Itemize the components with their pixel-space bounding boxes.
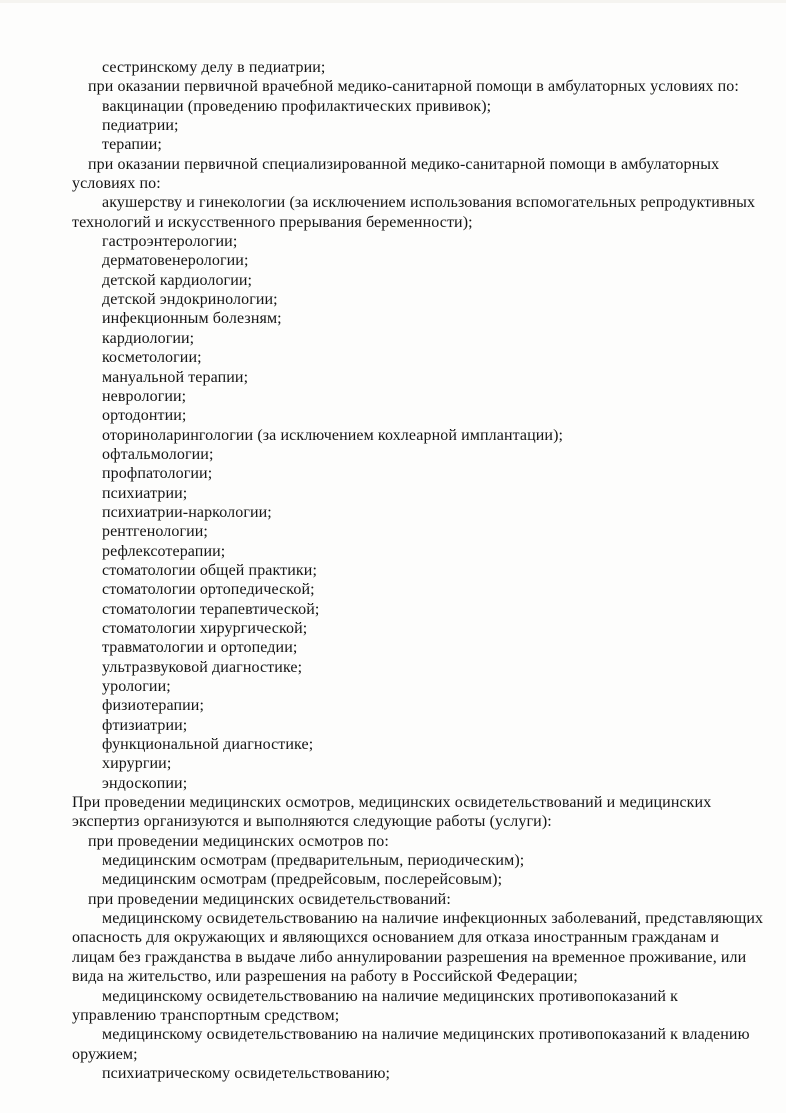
document-line: детской эндокринологии; bbox=[102, 291, 278, 309]
document-line: хирургии; bbox=[102, 755, 172, 773]
document-line: медицинскому освидетельствованию на наличие медицинских противопоказаний к владению bbox=[102, 1026, 750, 1044]
document-line: вида на жительство, или разрешения на работу в Российской Федерации; bbox=[72, 968, 578, 986]
document-line: травматологии и ортопедии; bbox=[102, 639, 298, 657]
document-body bbox=[72, 58, 778, 1083]
document-line: опасность для окружающих и являющихся основанием для отказа иностранным гражданам и bbox=[72, 929, 720, 947]
document-line: психиатрии-наркологии; bbox=[102, 503, 272, 521]
document-line: ортодонтии; bbox=[102, 407, 187, 425]
document-line: дерматовенерологии; bbox=[102, 252, 249, 270]
document-line: кардиологии; bbox=[102, 329, 195, 347]
document-line: стоматологии общей практики; bbox=[102, 561, 318, 579]
document-line: эндоскопии; bbox=[102, 774, 188, 792]
document-line: функциональной диагностике; bbox=[102, 736, 314, 754]
document-line: рентгенологии; bbox=[102, 523, 208, 541]
document-line: оториноларингологии (за исключением кохлеарной имплантации); bbox=[102, 426, 564, 444]
document-line: рефлексотерапии; bbox=[102, 542, 226, 560]
document-line: медицинским осмотрам (предварительным, периодическим); bbox=[102, 852, 525, 870]
document-line: инфекционным болезням; bbox=[102, 310, 282, 328]
document-line: при проведении медицинских освидетельствований: bbox=[88, 890, 451, 908]
document-line: акушерству и гинекологии (за исключением использования вспомогательных репродуктивных bbox=[102, 194, 756, 212]
document-line: гастроэнтерологии; bbox=[102, 233, 238, 251]
document-line: оружием; bbox=[72, 1045, 138, 1063]
document-line: лицам без гражданства в выдаче либо аннулировании разрешения на временное проживание, или bbox=[72, 948, 747, 966]
document-line: ультразвуковой диагностике; bbox=[102, 658, 303, 676]
document-line: психиатрическому освидетельствованию; bbox=[102, 1064, 391, 1082]
document-line: условиях по: bbox=[72, 175, 161, 193]
document-line: вакцинации (проведению профилактических прививок); bbox=[102, 97, 492, 115]
document-line: при оказании первичной специализированной медико-санитарной помощи в амбулаторных bbox=[88, 155, 720, 173]
document-line: психиатрии; bbox=[102, 484, 188, 502]
document-line: детской кардиологии; bbox=[102, 271, 253, 289]
page-edge-artifact bbox=[0, 0, 786, 3]
document-line: физиотерапии; bbox=[102, 697, 205, 715]
document-line: медицинским осмотрам (предрейсовым, послерейсовым); bbox=[102, 871, 503, 889]
document-line: стоматологии ортопедической; bbox=[102, 581, 315, 599]
document-line: при проведении медицинских осмотров по: bbox=[88, 832, 389, 850]
document-line: педиатрии; bbox=[102, 117, 179, 135]
document-line: мануальной терапии; bbox=[102, 368, 249, 386]
document-line: медицинскому освидетельствованию на наличие инфекционных заболеваний, представляющих bbox=[102, 910, 764, 928]
document-line: урологии; bbox=[102, 678, 171, 695]
document-line: медицинскому освидетельствованию на наличие медицинских противопоказаний к bbox=[102, 987, 678, 1005]
document-line: профпатологии; bbox=[102, 465, 213, 483]
document-line: при оказании первичной врачебной медико-санитарной помощи в амбулаторных условиях по: bbox=[88, 78, 739, 96]
document-line: управлению транспортным средством; bbox=[72, 1006, 340, 1024]
document-line: стоматологии терапевтической; bbox=[102, 600, 320, 618]
document-line: офтальмологии; bbox=[102, 445, 214, 463]
document-line: неврологии; bbox=[102, 387, 187, 405]
document-line: косметологии; bbox=[102, 349, 202, 367]
document-line: сестринскому делу в педиатрии; bbox=[102, 59, 326, 76]
document-line: экспертиз организуются и выполняются следующие работы (услуги): bbox=[72, 813, 552, 831]
document-line: стоматологии хирургической; bbox=[102, 619, 308, 637]
document-line: терапии; bbox=[102, 136, 162, 154]
document-line: фтизиатрии; bbox=[102, 716, 188, 734]
document-line: При проведении медицинских осмотров, медицинских освидетельствований и медицинских bbox=[72, 794, 712, 812]
document-line: технологий и искусственного прерывания беременности); bbox=[72, 213, 473, 231]
